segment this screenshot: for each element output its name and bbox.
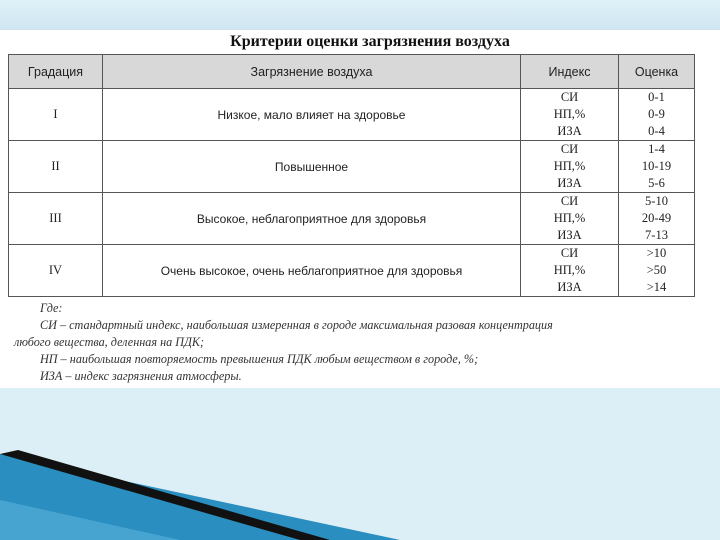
table-row — [9, 141, 695, 193]
index-value: НП,% — [553, 263, 586, 277]
index-value: ИЗА — [557, 280, 582, 294]
index-value: СИ — [560, 194, 579, 208]
pollution-cell: Низкое, мало влияет на здоровье — [103, 89, 521, 141]
index-value: ИЗА — [557, 176, 582, 190]
index-value: НП,% — [553, 159, 586, 173]
index-cell — [521, 193, 619, 245]
index-cell — [521, 245, 619, 297]
score-value: 10-19 — [641, 159, 672, 173]
table-row — [9, 89, 695, 141]
grade-cell: IV — [9, 245, 103, 297]
index-value: НП,% — [553, 107, 586, 121]
score-value: 20-49 — [641, 211, 672, 225]
index-value: СИ — [560, 246, 579, 260]
table-header-row — [9, 55, 695, 89]
score-cell — [619, 193, 695, 245]
pollution-cell: Очень высокое, очень неблагоприятное для здоровья — [103, 245, 521, 297]
grade-cell: III — [9, 193, 103, 245]
score-cell — [619, 89, 695, 141]
note-si: СИ – стандартный индекс, наибольшая измеренная в городе максимальная разовая концентрация — [40, 318, 553, 332]
grade-cell: I — [9, 89, 103, 141]
index-value: ИЗА — [557, 228, 582, 242]
note-iza: ИЗА – индекс загрязнения атмосферы. — [40, 369, 242, 383]
pollution-cell: Повышенное — [103, 141, 521, 193]
decorative-swoosh — [0, 440, 720, 540]
grade-cell: II — [9, 141, 103, 193]
note-si-continued: любого вещества, деленная на ПДК; — [14, 335, 205, 349]
table-row — [9, 245, 695, 297]
table-row — [9, 193, 695, 245]
score-value: 0-1 — [648, 90, 665, 104]
note-np: НП – наибольшая повторяемость превышения ПДК любым веществом в городе, %; — [40, 352, 479, 366]
note-where: Где: — [40, 301, 63, 315]
score-value: 0-4 — [648, 124, 665, 138]
score-value: >14 — [646, 280, 667, 294]
score-value: >10 — [646, 246, 667, 260]
header-pollution: Загрязнение воздуха — [103, 55, 521, 89]
criteria-table — [8, 54, 695, 297]
score-value: 0-9 — [648, 107, 665, 121]
score-value: >50 — [646, 263, 667, 277]
pollution-cell: Высокое, неблагоприятное для здоровья — [103, 193, 521, 245]
header-index: Индекс — [521, 55, 619, 89]
header-grade: Градация — [9, 55, 103, 89]
score-value: 5-10 — [645, 194, 668, 208]
score-value: 5-6 — [648, 176, 665, 190]
footnotes — [14, 300, 704, 385]
index-value: СИ — [560, 142, 579, 156]
index-cell — [521, 89, 619, 141]
slide-content — [0, 30, 720, 388]
page-title: Критерии оценки загрязнения воздуха — [230, 33, 510, 50]
index-value: ИЗА — [557, 124, 582, 138]
score-cell — [619, 245, 695, 297]
top-band — [0, 0, 720, 30]
score-value: 1-4 — [648, 142, 665, 156]
header-score: Оценка — [619, 55, 695, 89]
score-cell — [619, 141, 695, 193]
index-value: НП,% — [553, 211, 586, 225]
index-cell — [521, 141, 619, 193]
index-value: СИ — [560, 90, 579, 104]
score-value: 7-13 — [645, 228, 668, 242]
